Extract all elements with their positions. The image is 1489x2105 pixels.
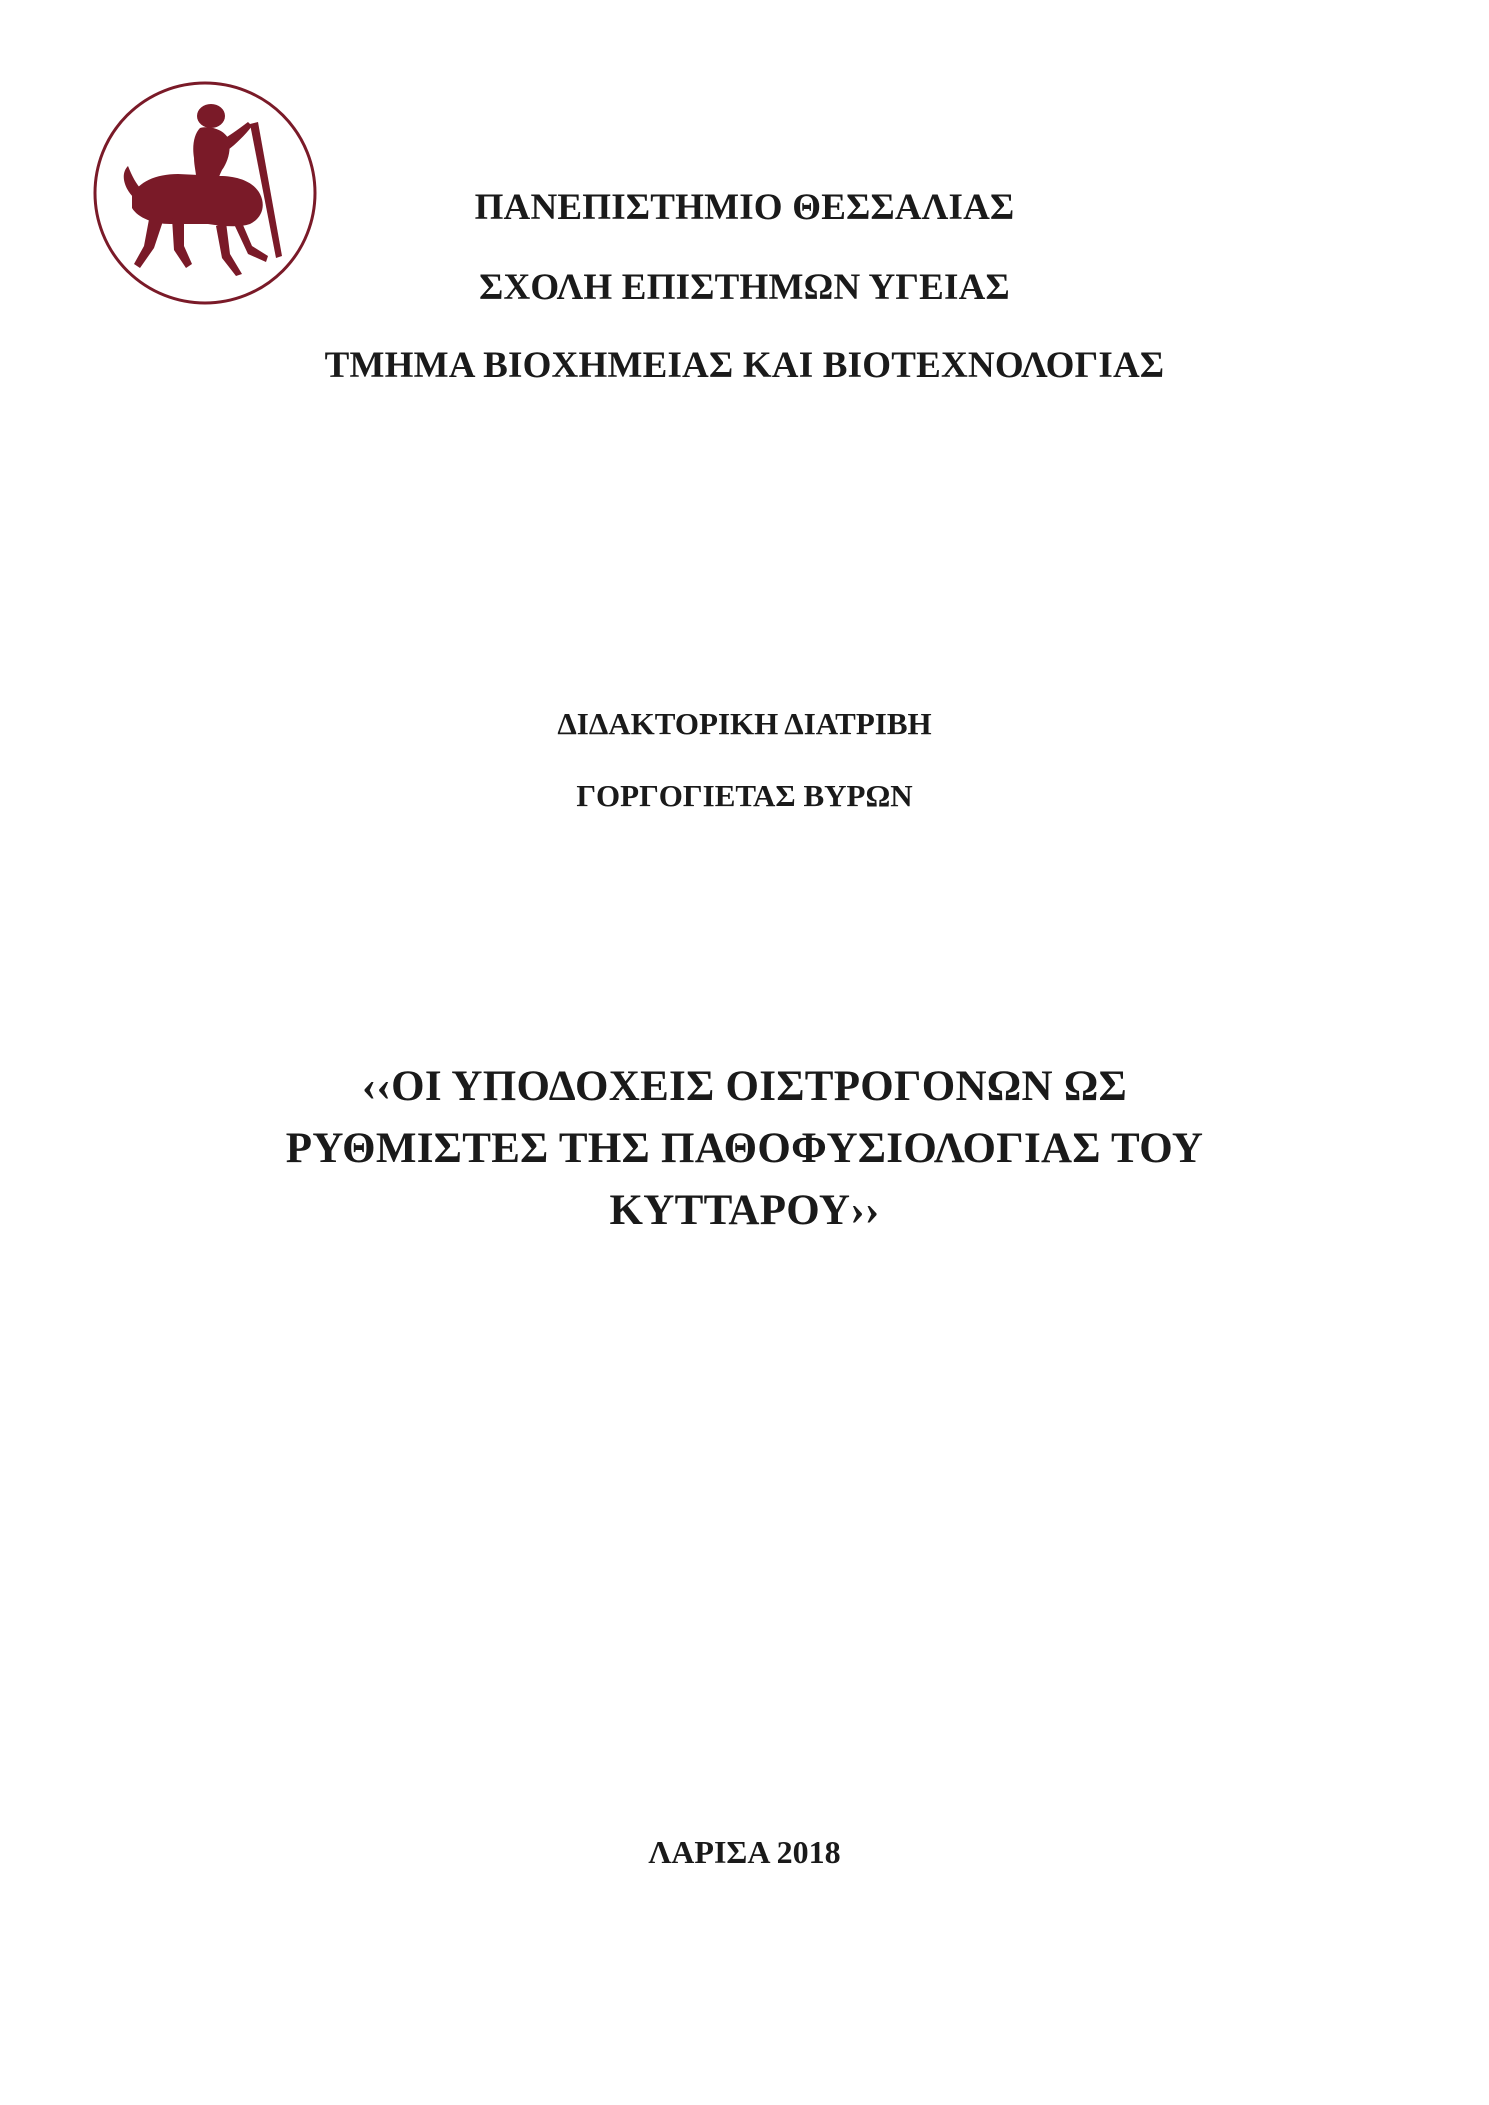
thesis-title-line-2: ΡΥΘΜΙΣΤΕΣ ΤΗΣ ΠΑΘΟΦΥΣΙΟΛΟΓΙΑΣ ΤΟΥ (285, 1125, 1204, 1172)
thesis-title-line-3: ΚΥΤΤΑΡΟΥ›› (609, 1187, 880, 1234)
thesis-title-line-1: ‹‹ΟΙ ΥΠΟΔΟΧΕΙΣ ΟΙΣΤΡΟΓΟΝΩΝ ΩΣ (361, 1063, 1128, 1110)
author-name: ΓΟΡΓΟΓΙΕΤΑΣ ΒΥΡΩΝ (576, 778, 913, 813)
university-name: ΠΑΝΕΠΙΣΤΗΜΙΟ ΘΕΣΣΑΛΙΑΣ (474, 187, 1015, 228)
place-year: ΛΑΡΙΣΑ 2018 (648, 1834, 841, 1870)
school-name: ΣΧΟΛΗ ΕΠΙΣΤΗΜΩΝ ΥΓΕΙΑΣ (479, 267, 1010, 308)
document-type: ΔΙΔΑΚΤΟΡΙΚΗ ΔΙΑΤΡΙΒΗ (557, 706, 932, 741)
department-name: ΤΜΗΜΑ ΒΙΟΧΗΜΕΙΑΣ ΚΑΙ ΒΙΟΤΕΧΝΟΛΟΓΙΑΣ (324, 345, 1165, 386)
